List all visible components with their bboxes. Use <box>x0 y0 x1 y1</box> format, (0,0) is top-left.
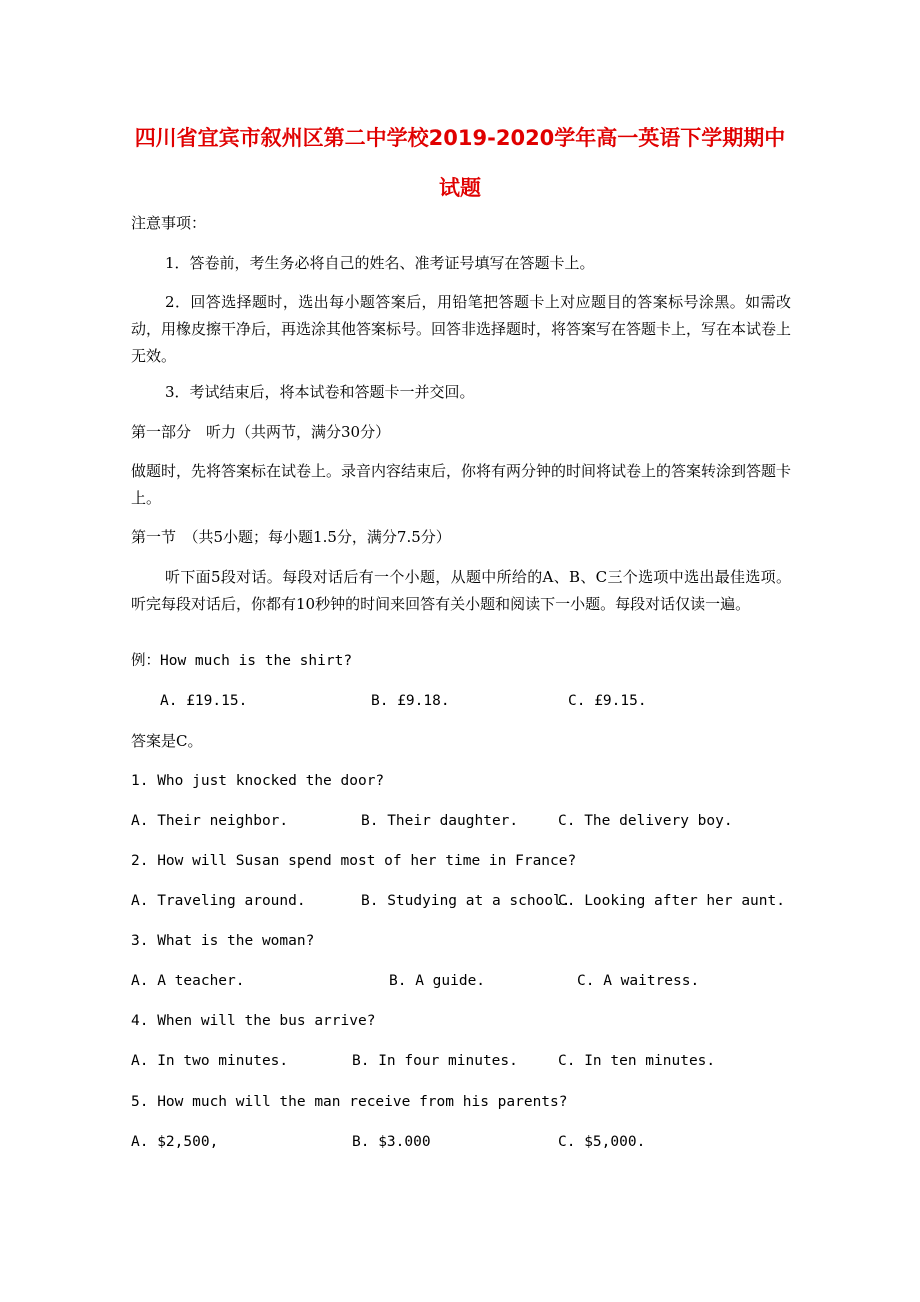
question-option-a: A. Traveling around. <box>131 893 306 909</box>
question-option-a: A. A teacher. <box>131 973 245 989</box>
question-stem: 2. How will Susan spend most of her time in France? <box>131 853 577 869</box>
question-option-a: A. $2,500, <box>131 1134 219 1150</box>
question-stem: 4. When will the bus arrive? <box>131 1013 376 1029</box>
example-answer: 答案是C。 <box>131 732 203 750</box>
section-one-instructions: 听下面5段对话。每段对话后有一个小题，从题中所给的A、B、C三个选项中选出最佳选项。听完每段对话后，你都有10秒钟的时间来回答有关小题和阅读下一小题。每段对话仅读一遍。 <box>131 568 791 613</box>
question-option-b: B. A guide. <box>389 973 486 989</box>
exam-title-line-2: 试题 <box>439 176 481 200</box>
question-option-c: C. Looking after her aunt. <box>558 893 785 909</box>
question-option-c: C. The delivery boy. <box>558 813 733 829</box>
notice-item-3: 3．考试结束后，将本试卷和答题卡一并交回。 <box>165 383 475 401</box>
part-one-heading: 第一部分 听力（共两节，满分30分） <box>131 423 391 441</box>
question-stem: 5. How much will the man receive from his parents? <box>131 1094 568 1110</box>
example-option-a: A. £19.15. <box>160 693 248 709</box>
question-option-b: B. $3.000 <box>352 1134 431 1150</box>
question-option-c: C. A waitress. <box>577 973 700 989</box>
question-option-b: B. In four minutes. <box>352 1053 518 1069</box>
question-option-c: C. $5,000. <box>558 1134 646 1150</box>
question-option-a: A. In two minutes. <box>131 1053 289 1069</box>
question-option-b: B. Studying at a school. <box>361 893 571 909</box>
section-one-heading: 第一节 （共5小题；每小题1.5分，满分7.5分） <box>131 528 451 546</box>
notice-item-2: 2．回答选择题时，选出每小题答案后，用铅笔把答题卡上对应题目的答案标号涂黑。如需改动，用橡皮擦干净后，再选涂其他答案标号。回答非选择题时，将答案写在答题卡上，写在本试卷上无效。 <box>131 293 792 365</box>
example-option-b: B. £9.18. <box>371 693 450 709</box>
question-stem: 3. What is the woman? <box>131 933 315 949</box>
exam-title-line-1: 四川省宜宾市叙州区第二中学校2019-2020学年高一英语下学期期中 <box>134 126 786 150</box>
notice-heading: 注意事项： <box>131 214 207 232</box>
question-option-b: B. Their daughter. <box>361 813 519 829</box>
question-option-a: A. Their neighbor. <box>131 813 289 829</box>
question-option-c: C. In ten minutes. <box>558 1053 716 1069</box>
question-stem: 1. Who just knocked the door? <box>131 773 385 789</box>
example-question: 例：How much is the shirt? <box>131 653 353 669</box>
example-option-c: C. £9.15. <box>568 693 647 709</box>
notice-item-1: 1．答卷前，考生务必将自己的姓名、准考证号填写在答题卡上。 <box>165 254 595 272</box>
part-one-instructions: 做题时，先将答案标在试卷上。录音内容结束后，你将有两分钟的时间将试卷上的答案转涂到答题卡上。 <box>131 462 792 507</box>
